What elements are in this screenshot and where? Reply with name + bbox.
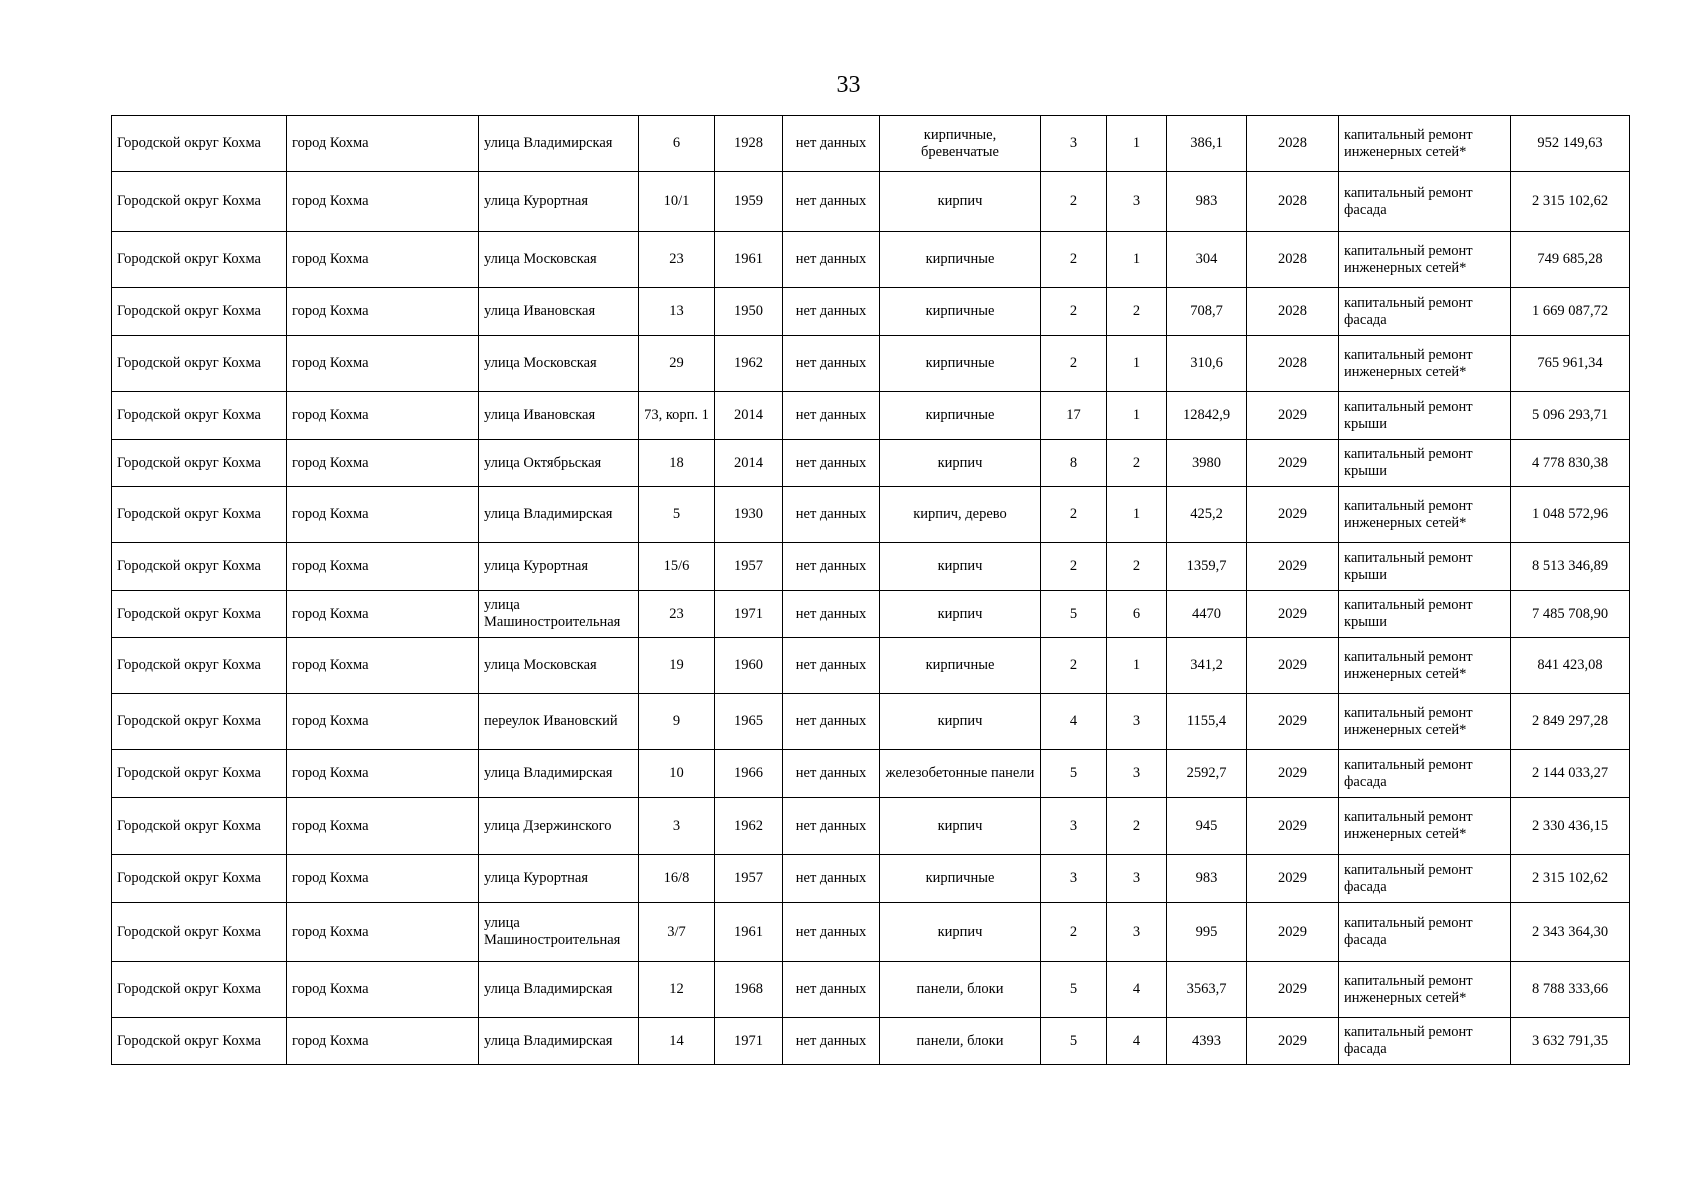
area-cell: 310,6 <box>1167 336 1247 392</box>
commissioning-cell: нет данных <box>783 798 880 855</box>
floors-cell: 17 <box>1041 392 1107 440</box>
table-row <box>112 1018 1630 1065</box>
area-cell: 2592,7 <box>1167 750 1247 798</box>
street-cell: улица Курортная <box>479 543 639 591</box>
house-number-cell: 14 <box>639 1018 715 1065</box>
entrances-cell: 1 <box>1107 487 1167 543</box>
municipality-cell: Городской округ Кохма <box>112 543 287 591</box>
entrances-cell: 2 <box>1107 440 1167 487</box>
area-cell: 4470 <box>1167 591 1247 638</box>
house-number-cell: 3 <box>639 798 715 855</box>
table-row <box>112 392 1630 440</box>
entrances-cell: 1 <box>1107 232 1167 288</box>
commissioning-cell: нет данных <box>783 172 880 232</box>
wall-material-cell: кирпич <box>880 694 1041 750</box>
build-year-cell: 1928 <box>715 116 783 172</box>
entrances-cell: 2 <box>1107 543 1167 591</box>
wall-material-cell: кирпич <box>880 172 1041 232</box>
area-cell: 1155,4 <box>1167 694 1247 750</box>
municipality-cell: Городской округ Кохма <box>112 116 287 172</box>
cost-cell: 2 343 364,30 <box>1511 903 1630 962</box>
commissioning-cell: нет данных <box>783 591 880 638</box>
build-year-cell: 1961 <box>715 903 783 962</box>
street-cell: улица Владимирская <box>479 750 639 798</box>
cost-cell: 841 423,08 <box>1511 638 1630 694</box>
wall-material-cell: кирпич <box>880 440 1041 487</box>
cost-cell: 1 048 572,96 <box>1511 487 1630 543</box>
table-row <box>112 543 1630 591</box>
floors-cell: 2 <box>1041 543 1107 591</box>
commissioning-cell: нет данных <box>783 855 880 903</box>
repair-year-cell: 2028 <box>1247 336 1339 392</box>
table-row <box>112 855 1630 903</box>
street-cell: переулок Ивановский <box>479 694 639 750</box>
area-cell: 3563,7 <box>1167 962 1247 1018</box>
entrances-cell: 3 <box>1107 855 1167 903</box>
repair-year-cell: 2028 <box>1247 172 1339 232</box>
street-cell: улица Курортная <box>479 855 639 903</box>
commissioning-cell: нет данных <box>783 638 880 694</box>
work-type-cell: капитальный ремонт инженерных сетей* <box>1339 962 1511 1018</box>
municipality-cell: Городской округ Кохма <box>112 392 287 440</box>
street-cell: улица Владимирская <box>479 116 639 172</box>
work-type-cell: капитальный ремонт инженерных сетей* <box>1339 798 1511 855</box>
settlement-cell: город Кохма <box>287 172 479 232</box>
floors-cell: 2 <box>1041 172 1107 232</box>
floors-cell: 3 <box>1041 855 1107 903</box>
floors-cell: 5 <box>1041 962 1107 1018</box>
municipality-cell: Городской округ Кохма <box>112 798 287 855</box>
repair-year-cell: 2029 <box>1247 487 1339 543</box>
repair-year-cell: 2029 <box>1247 903 1339 962</box>
house-number-cell: 10/1 <box>639 172 715 232</box>
build-year-cell: 1962 <box>715 798 783 855</box>
build-year-cell: 2014 <box>715 392 783 440</box>
commissioning-cell: нет данных <box>783 336 880 392</box>
table-row <box>112 440 1630 487</box>
build-year-cell: 1966 <box>715 750 783 798</box>
commissioning-cell: нет данных <box>783 962 880 1018</box>
repair-year-cell: 2029 <box>1247 392 1339 440</box>
settlement-cell: город Кохма <box>287 638 479 694</box>
wall-material-cell: кирпич <box>880 903 1041 962</box>
repair-year-cell: 2029 <box>1247 694 1339 750</box>
street-cell: улица Ивановская <box>479 288 639 336</box>
floors-cell: 2 <box>1041 638 1107 694</box>
floors-cell: 2 <box>1041 232 1107 288</box>
cost-cell: 2 144 033,27 <box>1511 750 1630 798</box>
table-row <box>112 903 1630 962</box>
entrances-cell: 3 <box>1107 750 1167 798</box>
area-cell: 983 <box>1167 172 1247 232</box>
work-type-cell: капитальный ремонт крыши <box>1339 440 1511 487</box>
settlement-cell: город Кохма <box>287 116 479 172</box>
municipality-cell: Городской округ Кохма <box>112 694 287 750</box>
cost-cell: 3 632 791,35 <box>1511 1018 1630 1065</box>
table-row <box>112 591 1630 638</box>
municipality-cell: Городской округ Кохма <box>112 440 287 487</box>
wall-material-cell: кирпичные <box>880 232 1041 288</box>
settlement-cell: город Кохма <box>287 591 479 638</box>
municipality-cell: Городской округ Кохма <box>112 1018 287 1065</box>
wall-material-cell: панели, блоки <box>880 1018 1041 1065</box>
floors-cell: 2 <box>1041 336 1107 392</box>
table-row <box>112 487 1630 543</box>
repair-year-cell: 2028 <box>1247 116 1339 172</box>
house-number-cell: 5 <box>639 487 715 543</box>
street-cell: улица Московская <box>479 336 639 392</box>
build-year-cell: 1959 <box>715 172 783 232</box>
floors-cell: 5 <box>1041 750 1107 798</box>
house-number-cell: 73, корп. 1 <box>639 392 715 440</box>
entrances-cell: 6 <box>1107 591 1167 638</box>
entrances-cell: 2 <box>1107 288 1167 336</box>
entrances-cell: 2 <box>1107 798 1167 855</box>
build-year-cell: 1971 <box>715 591 783 638</box>
municipality-cell: Городской округ Кохма <box>112 336 287 392</box>
entrances-cell: 3 <box>1107 694 1167 750</box>
work-type-cell: капитальный ремонт инженерных сетей* <box>1339 116 1511 172</box>
area-cell: 12842,9 <box>1167 392 1247 440</box>
work-type-cell: капитальный ремонт инженерных сетей* <box>1339 638 1511 694</box>
table-row <box>112 694 1630 750</box>
entrances-cell: 4 <box>1107 1018 1167 1065</box>
cost-cell: 8 788 333,66 <box>1511 962 1630 1018</box>
wall-material-cell: кирпичные <box>880 392 1041 440</box>
house-number-cell: 15/6 <box>639 543 715 591</box>
floors-cell: 8 <box>1041 440 1107 487</box>
build-year-cell: 1930 <box>715 487 783 543</box>
table-row <box>112 288 1630 336</box>
work-type-cell: капитальный ремонт фасада <box>1339 172 1511 232</box>
entrances-cell: 1 <box>1107 336 1167 392</box>
work-type-cell: капитальный ремонт фасада <box>1339 855 1511 903</box>
work-type-cell: капитальный ремонт инженерных сетей* <box>1339 232 1511 288</box>
build-year-cell: 1961 <box>715 232 783 288</box>
repair-year-cell: 2029 <box>1247 638 1339 694</box>
work-type-cell: капитальный ремонт фасада <box>1339 750 1511 798</box>
cost-cell: 1 669 087,72 <box>1511 288 1630 336</box>
wall-material-cell: железобетонные панели <box>880 750 1041 798</box>
build-year-cell: 1957 <box>715 855 783 903</box>
settlement-cell: город Кохма <box>287 336 479 392</box>
house-number-cell: 10 <box>639 750 715 798</box>
repair-year-cell: 2029 <box>1247 1018 1339 1065</box>
cost-cell: 4 778 830,38 <box>1511 440 1630 487</box>
area-cell: 708,7 <box>1167 288 1247 336</box>
wall-material-cell: кирпичные, бревенчатые <box>880 116 1041 172</box>
wall-material-cell: кирпичные <box>880 288 1041 336</box>
house-number-cell: 16/8 <box>639 855 715 903</box>
settlement-cell: город Кохма <box>287 962 479 1018</box>
municipality-cell: Городской округ Кохма <box>112 962 287 1018</box>
wall-material-cell: кирпичные <box>880 855 1041 903</box>
commissioning-cell: нет данных <box>783 440 880 487</box>
settlement-cell: город Кохма <box>287 1018 479 1065</box>
table-row <box>112 638 1630 694</box>
build-year-cell: 1965 <box>715 694 783 750</box>
cost-cell: 5 096 293,71 <box>1511 392 1630 440</box>
house-number-cell: 3/7 <box>639 903 715 962</box>
wall-material-cell: кирпичные <box>880 336 1041 392</box>
settlement-cell: город Кохма <box>287 232 479 288</box>
entrances-cell: 1 <box>1107 116 1167 172</box>
street-cell: улица Машиностроительная <box>479 591 639 638</box>
commissioning-cell: нет данных <box>783 903 880 962</box>
area-cell: 995 <box>1167 903 1247 962</box>
area-cell: 425,2 <box>1167 487 1247 543</box>
build-year-cell: 2014 <box>715 440 783 487</box>
table-row <box>112 116 1630 172</box>
cost-cell: 2 315 102,62 <box>1511 172 1630 232</box>
floors-cell: 2 <box>1041 903 1107 962</box>
cost-cell: 8 513 346,89 <box>1511 543 1630 591</box>
street-cell: улица Ивановская <box>479 392 639 440</box>
municipality-cell: Городской округ Кохма <box>112 172 287 232</box>
wall-material-cell: кирпичные <box>880 638 1041 694</box>
area-cell: 4393 <box>1167 1018 1247 1065</box>
commissioning-cell: нет данных <box>783 694 880 750</box>
house-number-cell: 6 <box>639 116 715 172</box>
entrances-cell: 1 <box>1107 638 1167 694</box>
work-type-cell: капитальный ремонт крыши <box>1339 543 1511 591</box>
build-year-cell: 1960 <box>715 638 783 694</box>
table-row <box>112 172 1630 232</box>
build-year-cell: 1950 <box>715 288 783 336</box>
commissioning-cell: нет данных <box>783 750 880 798</box>
table-body <box>112 116 1630 1065</box>
table-row <box>112 336 1630 392</box>
settlement-cell: город Кохма <box>287 487 479 543</box>
work-type-cell: капитальный ремонт фасада <box>1339 903 1511 962</box>
entrances-cell: 4 <box>1107 962 1167 1018</box>
area-cell: 983 <box>1167 855 1247 903</box>
repair-year-cell: 2028 <box>1247 232 1339 288</box>
municipality-cell: Городской округ Кохма <box>112 487 287 543</box>
floors-cell: 2 <box>1041 487 1107 543</box>
settlement-cell: город Кохма <box>287 543 479 591</box>
floors-cell: 3 <box>1041 116 1107 172</box>
area-cell: 3980 <box>1167 440 1247 487</box>
wall-material-cell: кирпич, дерево <box>880 487 1041 543</box>
cost-cell: 2 315 102,62 <box>1511 855 1630 903</box>
street-cell: улица Владимирская <box>479 487 639 543</box>
settlement-cell: город Кохма <box>287 440 479 487</box>
build-year-cell: 1962 <box>715 336 783 392</box>
build-year-cell: 1971 <box>715 1018 783 1065</box>
build-year-cell: 1968 <box>715 962 783 1018</box>
house-number-cell: 12 <box>639 962 715 1018</box>
street-cell: улица Октябрьская <box>479 440 639 487</box>
floors-cell: 3 <box>1041 798 1107 855</box>
wall-material-cell: панели, блоки <box>880 962 1041 1018</box>
municipality-cell: Городской округ Кохма <box>112 903 287 962</box>
house-number-cell: 18 <box>639 440 715 487</box>
house-number-cell: 23 <box>639 591 715 638</box>
house-number-cell: 23 <box>639 232 715 288</box>
commissioning-cell: нет данных <box>783 232 880 288</box>
build-year-cell: 1957 <box>715 543 783 591</box>
cost-cell: 749 685,28 <box>1511 232 1630 288</box>
floors-cell: 5 <box>1041 591 1107 638</box>
house-number-cell: 29 <box>639 336 715 392</box>
repair-year-cell: 2029 <box>1247 855 1339 903</box>
repair-year-cell: 2029 <box>1247 798 1339 855</box>
repair-year-cell: 2029 <box>1247 750 1339 798</box>
commissioning-cell: нет данных <box>783 288 880 336</box>
street-cell: улица Московская <box>479 232 639 288</box>
settlement-cell: город Кохма <box>287 288 479 336</box>
work-type-cell: капитальный ремонт инженерных сетей* <box>1339 694 1511 750</box>
area-cell: 304 <box>1167 232 1247 288</box>
commissioning-cell: нет данных <box>783 392 880 440</box>
repair-year-cell: 2029 <box>1247 591 1339 638</box>
commissioning-cell: нет данных <box>783 487 880 543</box>
cost-cell: 765 961,34 <box>1511 336 1630 392</box>
street-cell: улица Машиностроительная <box>479 903 639 962</box>
street-cell: улица Московская <box>479 638 639 694</box>
commissioning-cell: нет данных <box>783 116 880 172</box>
cost-cell: 7 485 708,90 <box>1511 591 1630 638</box>
commissioning-cell: нет данных <box>783 543 880 591</box>
floors-cell: 5 <box>1041 1018 1107 1065</box>
cost-cell: 952 149,63 <box>1511 116 1630 172</box>
settlement-cell: город Кохма <box>287 750 479 798</box>
entrances-cell: 1 <box>1107 392 1167 440</box>
settlement-cell: город Кохма <box>287 798 479 855</box>
page-number: 33 <box>836 72 861 98</box>
street-cell: улица Владимирская <box>479 962 639 1018</box>
street-cell: улица Дзержинского <box>479 798 639 855</box>
wall-material-cell: кирпич <box>880 591 1041 638</box>
wall-material-cell: кирпич <box>880 543 1041 591</box>
area-cell: 386,1 <box>1167 116 1247 172</box>
work-type-cell: капитальный ремонт крыши <box>1339 392 1511 440</box>
settlement-cell: город Кохма <box>287 694 479 750</box>
municipality-cell: Городской округ Кохма <box>112 591 287 638</box>
floors-cell: 2 <box>1041 288 1107 336</box>
capital-repair-table <box>111 115 1630 1065</box>
municipality-cell: Городской округ Кохма <box>112 232 287 288</box>
house-number-cell: 9 <box>639 694 715 750</box>
area-cell: 1359,7 <box>1167 543 1247 591</box>
work-type-cell: капитальный ремонт фасада <box>1339 288 1511 336</box>
work-type-cell: капитальный ремонт инженерных сетей* <box>1339 336 1511 392</box>
entrances-cell: 3 <box>1107 172 1167 232</box>
house-number-cell: 19 <box>639 638 715 694</box>
street-cell: улица Курортная <box>479 172 639 232</box>
area-cell: 341,2 <box>1167 638 1247 694</box>
repair-year-cell: 2029 <box>1247 440 1339 487</box>
cost-cell: 2 849 297,28 <box>1511 694 1630 750</box>
repair-year-cell: 2029 <box>1247 962 1339 1018</box>
cost-cell: 2 330 436,15 <box>1511 798 1630 855</box>
house-number-cell: 13 <box>639 288 715 336</box>
wall-material-cell: кирпич <box>880 798 1041 855</box>
table-row <box>112 798 1630 855</box>
table-row <box>112 750 1630 798</box>
settlement-cell: город Кохма <box>287 903 479 962</box>
municipality-cell: Городской округ Кохма <box>112 750 287 798</box>
commissioning-cell: нет данных <box>783 1018 880 1065</box>
entrances-cell: 3 <box>1107 903 1167 962</box>
settlement-cell: город Кохма <box>287 855 479 903</box>
settlement-cell: город Кохма <box>287 392 479 440</box>
floors-cell: 4 <box>1041 694 1107 750</box>
repair-year-cell: 2029 <box>1247 543 1339 591</box>
area-cell: 945 <box>1167 798 1247 855</box>
repair-year-cell: 2028 <box>1247 288 1339 336</box>
work-type-cell: капитальный ремонт крыши <box>1339 591 1511 638</box>
municipality-cell: Городской округ Кохма <box>112 638 287 694</box>
table-row <box>112 232 1630 288</box>
municipality-cell: Городской округ Кохма <box>112 855 287 903</box>
street-cell: улица Владимирская <box>479 1018 639 1065</box>
work-type-cell: капитальный ремонт фасада <box>1339 1018 1511 1065</box>
work-type-cell: капитальный ремонт инженерных сетей* <box>1339 487 1511 543</box>
table-row <box>112 962 1630 1018</box>
municipality-cell: Городской округ Кохма <box>112 288 287 336</box>
